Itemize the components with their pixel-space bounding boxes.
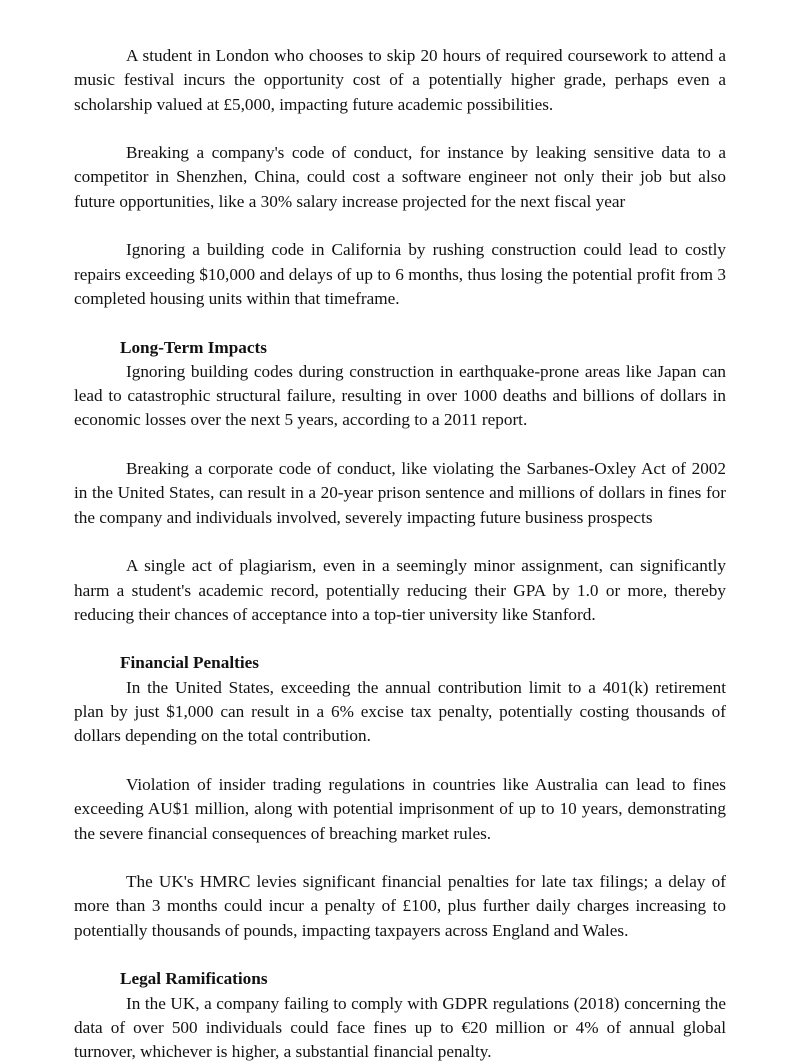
paragraph-opportunity-student: A student in London who chooses to skip 20 hours of required coursework to attend a music festival incurs the opportunity cost of a potentially higher grade, perhaps even a scholarship valued at £5,000, impacting future academic possibilities. [74,46,726,114]
paragraph-opportunity-building: Ignoring a building code in California by rushing construction could lead to costly repairs exceeding $10,000 and delays of up to 6 months, thus losing the potential profit from 3 completed housing units within that timeframe. [74,240,726,308]
heading-financial-penalties: Financial Penalties [120,653,259,673]
paragraph-financial-insider: Violation of insider trading regulations in countries like Australia can lead to fines exceeding AU$1 million, along with potential imprisonment of up to 10 years, demonstrating the severe financial consequences of breaching market rules. [74,774,726,843]
paragraph-legal-gdpr: In the UK, a company failing to comply with GDPR regulations (2018) concerning the data of over 500 individuals could face fines up to €20 million or 4% of annual global turnover, whichever is higher, a substantial financial penalty. [74,993,726,1062]
paragraph-opportunity-engineer: Breaking a company's code of conduct, for instance by leaking sensitive data to a competitor in Shenzhen, China, could cost a software engineer not only their job but also future opportunities, like a 30% salary increase projected for the next fiscal year [74,143,726,211]
heading-long-term-impacts: Long-Term Impacts [120,337,267,357]
heading-legal-ramifications: Legal Ramifications [120,969,268,989]
document-page [74,44,726,1064]
paragraph-longterm-japan: Ignoring building codes during construction in earthquake-prone areas like Japan can lead to catastrophic structural failure, resulting in over 1000 deaths and billions of dollars in economic losses over the next 5 years, according to a 2011 report. [74,361,726,430]
paragraph-longterm-sox: Breaking a corporate code of conduct, like violating the Sarbanes-Oxley Act of 2002 in the United States, can result in a 20-year prison sentence and millions of dollars in fines for the company and individuals involved, severely impacting future business prospects [74,459,726,527]
paragraph-financial-hmrc: The UK's HMRC levies significant financial penalties for late tax filings; a delay of more than 3 months could incur a penalty of £100, plus further daily charges increasing to potentially thousands of pounds, impacting taxpayers across England and Wales. [74,872,726,940]
paragraph-longterm-plagiarism: A single act of plagiarism, even in a seemingly minor assignment, can significantly harm a student's academic record, potentially reducing their GPA by 1.0 or more, thereby reducing their chances of acceptance into a top-tier university like Stanford. [74,556,726,624]
paragraph-financial-401k: In the United States, exceeding the annual contribution limit to a 401(k) retirement plan by just $1,000 can result in a 6% excise tax penalty, potentially costing thousands of dollars depending on the total contribution. [74,677,726,746]
